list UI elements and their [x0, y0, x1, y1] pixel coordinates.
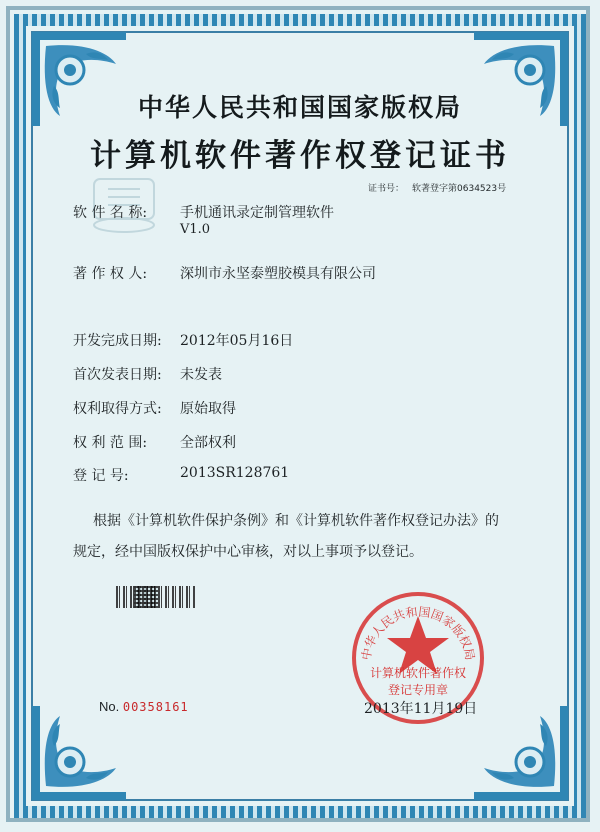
seal-ring-text: 中华人民共和国国家版权局 [358, 604, 478, 662]
completion-date-label: 开发完成日期: [73, 333, 162, 349]
first-publication-value: 未发表 [180, 367, 222, 383]
registration-number-value: 2013SR128761 [180, 465, 290, 481]
software-name-label: 软 件 名 称: [73, 205, 148, 221]
copyright-owner-value: 深圳市永坚泰塑胶模具有限公司 [180, 266, 376, 282]
corner-ornament-icon [24, 698, 134, 808]
statement-line-1: 根据《计算机软件保护条例》和《计算机软件著作权登记办法》的 [93, 513, 499, 529]
certificate-number-value: 软著登字第0634523号 [412, 184, 507, 194]
issuing-authority: 中华人民共和国国家版权局 [137, 93, 462, 122]
copyright-owner-label: 著 作 权 人: [73, 266, 148, 282]
certificate-title: 计算机软件著作权登记证书 [90, 138, 510, 174]
rights-scope-row [73, 432, 236, 452]
rights-scope-value: 全部权利 [180, 435, 236, 451]
first-publication-row [73, 364, 222, 384]
statement-line-2: 规定，经中国版权保护中心审核，对以上事项予以登记。 [73, 544, 423, 560]
completion-date-value: 2012年05月16日 [180, 333, 294, 349]
software-name-row [73, 202, 334, 222]
registration-statement [73, 506, 543, 568]
copyright-owner-row [73, 263, 376, 283]
rights-acquisition-row [73, 398, 236, 418]
registration-number-label: 登 记 号: [73, 468, 129, 484]
issue-date: 2013年11月19日 [364, 701, 478, 717]
certificate-number-label: 证书号： [368, 184, 405, 194]
software-version: V1.0 [180, 222, 211, 237]
first-publication-label: 首次发表日期: [73, 367, 162, 383]
rights-scope-label: 权 利 范 围: [73, 435, 148, 451]
seal-line-1: 计算机软件著作权 [369, 666, 466, 680]
serial-number [99, 699, 189, 714]
serial-prefix: No. [99, 699, 120, 714]
serial-number-value: 00358161 [122, 700, 189, 714]
certificate-number [368, 181, 514, 194]
completion-date-row [73, 330, 293, 350]
registration-number-row [73, 465, 289, 485]
software-name-value: 手机通讯录定制管理软件 [180, 205, 334, 221]
qr-code-icon [134, 586, 158, 608]
rights-acquisition-label: 权利取得方式: [73, 401, 162, 417]
seal-line-2: 登记专用章 [387, 683, 448, 697]
rights-acquisition-value: 原始取得 [180, 401, 236, 417]
